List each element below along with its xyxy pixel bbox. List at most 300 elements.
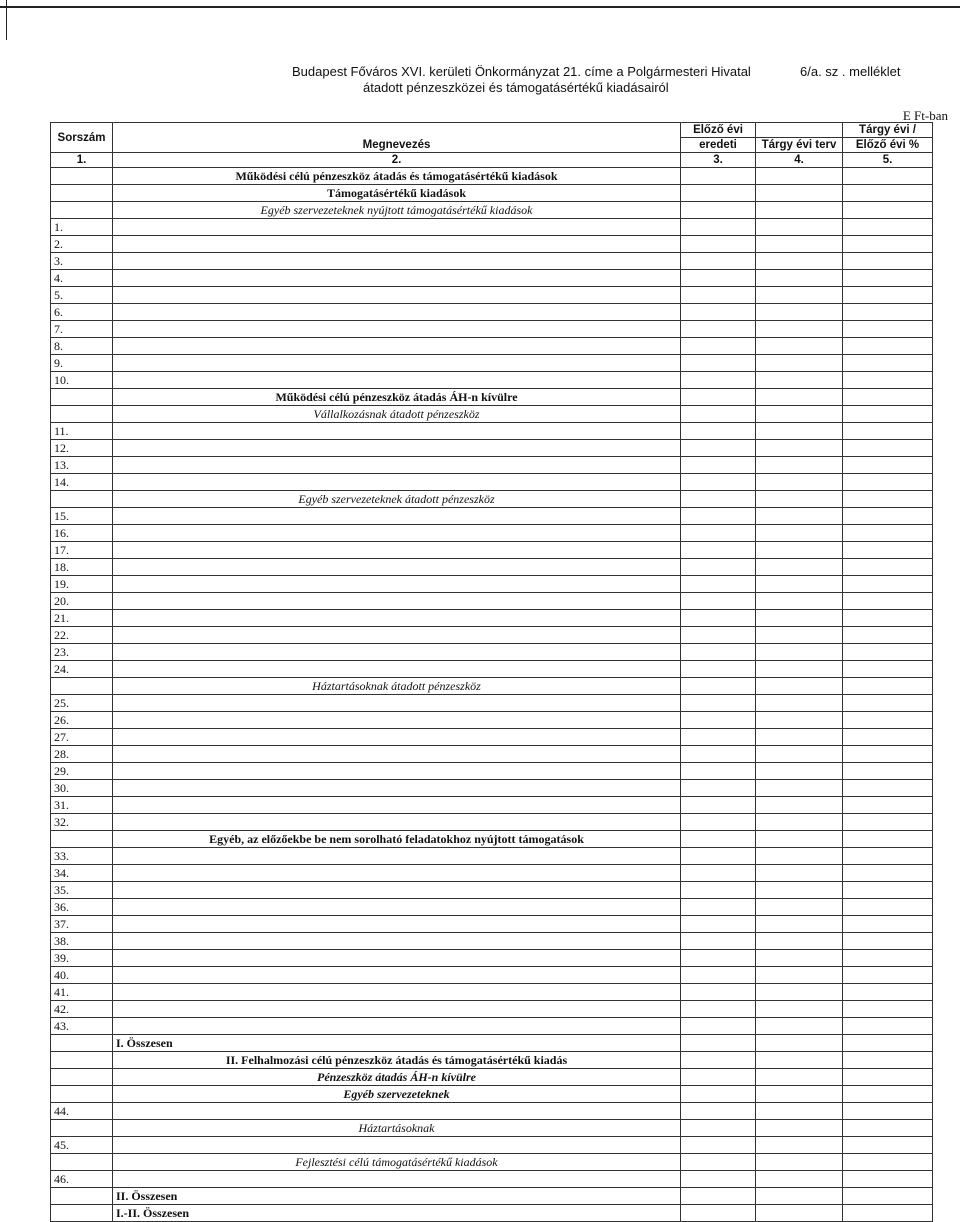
row-name xyxy=(113,440,681,457)
value-percent xyxy=(843,474,933,491)
value-percent xyxy=(843,1137,933,1154)
value-plan xyxy=(756,1035,843,1052)
table-row xyxy=(51,423,933,440)
row-number: 43. xyxy=(51,1018,113,1035)
row-number-empty xyxy=(51,1120,113,1137)
value-plan xyxy=(756,508,843,525)
row-number: 3. xyxy=(51,253,113,270)
row-name xyxy=(113,712,681,729)
row-name xyxy=(113,797,681,814)
table-row xyxy=(51,1018,933,1035)
value-plan xyxy=(756,797,843,814)
value-plan xyxy=(756,423,843,440)
value-plan xyxy=(756,899,843,916)
table-row xyxy=(51,695,933,712)
value-prev-year xyxy=(681,797,756,814)
section-row xyxy=(51,1188,933,1205)
row-name xyxy=(113,746,681,763)
table-row xyxy=(51,967,933,984)
row-number: 5. xyxy=(51,287,113,304)
value-prev-year xyxy=(681,168,756,185)
section-row xyxy=(51,389,933,406)
value-percent xyxy=(843,1018,933,1035)
value-prev-year xyxy=(681,219,756,236)
row-number-empty xyxy=(51,831,113,848)
value-percent xyxy=(843,1035,933,1052)
value-plan xyxy=(756,661,843,678)
section-row xyxy=(51,1086,933,1103)
value-prev-year xyxy=(681,355,756,372)
value-percent xyxy=(843,933,933,950)
value-plan xyxy=(756,678,843,695)
document-title-line2: átadott pénzeszközei és támogatásértékű kiadásairól xyxy=(363,80,669,95)
value-plan xyxy=(756,253,843,270)
value-prev-year xyxy=(681,746,756,763)
value-prev-year xyxy=(681,899,756,916)
row-number: 18. xyxy=(51,559,113,576)
row-name xyxy=(113,508,681,525)
table-row xyxy=(51,1001,933,1018)
value-prev-year xyxy=(681,1205,756,1222)
value-percent xyxy=(843,882,933,899)
value-prev-year xyxy=(681,678,756,695)
value-prev-year xyxy=(681,185,756,202)
row-number: 16. xyxy=(51,525,113,542)
table-row xyxy=(51,1171,933,1188)
value-plan xyxy=(756,1086,843,1103)
value-prev-year xyxy=(681,457,756,474)
annex-number: 6/a. sz . melléklet xyxy=(800,64,901,79)
value-plan xyxy=(756,950,843,967)
value-plan xyxy=(756,440,843,457)
row-number-empty xyxy=(51,168,113,185)
value-prev-year xyxy=(681,644,756,661)
row-number: 2. xyxy=(51,236,113,253)
row-name xyxy=(113,219,681,236)
value-percent xyxy=(843,814,933,831)
table-row xyxy=(51,593,933,610)
row-name xyxy=(113,967,681,984)
col-number-4: 4. xyxy=(756,153,843,168)
section-row xyxy=(51,168,933,185)
value-percent xyxy=(843,899,933,916)
value-plan xyxy=(756,746,843,763)
value-percent xyxy=(843,1052,933,1069)
row-number-empty xyxy=(51,406,113,423)
row-number-empty xyxy=(51,202,113,219)
row-number: 9. xyxy=(51,355,113,372)
value-prev-year xyxy=(681,270,756,287)
row-name xyxy=(113,236,681,253)
row-name xyxy=(113,1001,681,1018)
row-number: 42. xyxy=(51,1001,113,1018)
row-name xyxy=(113,253,681,270)
value-plan xyxy=(756,576,843,593)
row-number: 32. xyxy=(51,814,113,831)
value-prev-year xyxy=(681,1154,756,1171)
value-plan xyxy=(756,882,843,899)
table-row xyxy=(51,610,933,627)
value-prev-year xyxy=(681,389,756,406)
row-name xyxy=(113,814,681,831)
section-heading: Pénzeszköz átadás ÁH-n kívülre xyxy=(113,1069,681,1086)
value-plan xyxy=(756,610,843,627)
value-prev-year xyxy=(681,1001,756,1018)
value-prev-year xyxy=(681,1069,756,1086)
value-percent xyxy=(843,338,933,355)
value-prev-year xyxy=(681,882,756,899)
row-number-empty xyxy=(51,1052,113,1069)
row-number: 40. xyxy=(51,967,113,984)
row-name xyxy=(113,1171,681,1188)
value-percent xyxy=(843,1188,933,1205)
value-percent xyxy=(843,253,933,270)
value-percent xyxy=(843,423,933,440)
section-row xyxy=(51,1154,933,1171)
value-percent xyxy=(843,457,933,474)
value-prev-year xyxy=(681,576,756,593)
section-row xyxy=(51,1205,933,1222)
section-heading: Egyéb szervezeteknek átadott pénzeszköz xyxy=(113,491,681,508)
value-percent xyxy=(843,440,933,457)
value-plan xyxy=(756,270,843,287)
value-plan xyxy=(756,763,843,780)
value-prev-year xyxy=(681,1171,756,1188)
value-percent xyxy=(843,661,933,678)
row-name xyxy=(113,1137,681,1154)
table-row xyxy=(51,355,933,372)
value-plan xyxy=(756,1205,843,1222)
table-row xyxy=(51,899,933,916)
row-number-empty xyxy=(51,1069,113,1086)
value-prev-year xyxy=(681,236,756,253)
col-number-2: 2. xyxy=(113,153,681,168)
section-heading: Működési célú pénzeszköz átadás és támogatásértékű kiadások xyxy=(113,168,681,185)
value-percent xyxy=(843,916,933,933)
value-plan xyxy=(756,1137,843,1154)
value-percent xyxy=(843,525,933,542)
row-number: 6. xyxy=(51,304,113,321)
value-prev-year xyxy=(681,610,756,627)
value-percent xyxy=(843,780,933,797)
value-prev-year xyxy=(681,440,756,457)
value-prev-year xyxy=(681,593,756,610)
row-name xyxy=(113,457,681,474)
value-prev-year xyxy=(681,1103,756,1120)
document-title-line1: Budapest Főváros XVI. kerületi Önkormányzat 21. címe a Polgármesteri Hivatal xyxy=(292,64,751,79)
col-header-targy-empty xyxy=(756,123,843,138)
row-number: 12. xyxy=(51,440,113,457)
value-plan xyxy=(756,593,843,610)
section-heading: Egyéb szervezeteknek nyújtott támogatásértékű kiadások xyxy=(113,202,681,219)
value-plan xyxy=(756,865,843,882)
row-name xyxy=(113,950,681,967)
value-plan xyxy=(756,1069,843,1086)
section-row xyxy=(51,678,933,695)
value-percent xyxy=(843,1154,933,1171)
row-number: 13. xyxy=(51,457,113,474)
value-plan xyxy=(756,1171,843,1188)
row-name xyxy=(113,1103,681,1120)
table-row xyxy=(51,440,933,457)
section-row xyxy=(51,185,933,202)
top-rule xyxy=(0,6,960,8)
value-percent xyxy=(843,287,933,304)
row-number: 17. xyxy=(51,542,113,559)
value-percent xyxy=(843,695,933,712)
value-prev-year xyxy=(681,321,756,338)
value-plan xyxy=(756,916,843,933)
row-number-empty xyxy=(51,389,113,406)
row-name xyxy=(113,780,681,797)
table-row xyxy=(51,508,933,525)
row-number-empty xyxy=(51,185,113,202)
value-prev-year xyxy=(681,1086,756,1103)
table-row xyxy=(51,457,933,474)
table-row xyxy=(51,525,933,542)
table-row xyxy=(51,304,933,321)
table-row xyxy=(51,576,933,593)
row-name xyxy=(113,848,681,865)
row-number: 35. xyxy=(51,882,113,899)
section-heading: Háztartásoknak xyxy=(113,1120,681,1137)
table-row xyxy=(51,542,933,559)
row-name xyxy=(113,525,681,542)
row-number-empty xyxy=(51,1188,113,1205)
value-prev-year xyxy=(681,338,756,355)
row-name xyxy=(113,695,681,712)
row-number: 19. xyxy=(51,576,113,593)
row-number: 27. xyxy=(51,729,113,746)
row-number: 25. xyxy=(51,695,113,712)
row-name xyxy=(113,474,681,491)
col-header-targy-terv: Tárgy évi terv xyxy=(756,138,843,153)
value-prev-year xyxy=(681,1052,756,1069)
section-heading: Működési célú pénzeszköz átadás ÁH-n kívülre xyxy=(113,389,681,406)
value-plan xyxy=(756,627,843,644)
value-plan xyxy=(756,644,843,661)
row-name xyxy=(113,644,681,661)
value-plan xyxy=(756,1188,843,1205)
value-prev-year xyxy=(681,967,756,984)
row-number: 29. xyxy=(51,763,113,780)
value-plan xyxy=(756,542,843,559)
value-percent xyxy=(843,984,933,1001)
row-name xyxy=(113,899,681,916)
row-name xyxy=(113,729,681,746)
value-percent xyxy=(843,967,933,984)
value-plan xyxy=(756,1052,843,1069)
total-label: I. Összesen xyxy=(113,1035,681,1052)
value-percent xyxy=(843,865,933,882)
section-row xyxy=(51,1069,933,1086)
table-row xyxy=(51,933,933,950)
value-plan xyxy=(756,695,843,712)
table-row xyxy=(51,848,933,865)
row-number: 4. xyxy=(51,270,113,287)
value-prev-year xyxy=(681,814,756,831)
left-margin-mark xyxy=(6,0,7,40)
table-row xyxy=(51,780,933,797)
section-heading: Támogatásértékű kiadások xyxy=(113,185,681,202)
value-plan xyxy=(756,1154,843,1171)
table-row xyxy=(51,797,933,814)
row-number: 26. xyxy=(51,712,113,729)
value-percent xyxy=(843,678,933,695)
value-percent xyxy=(843,372,933,389)
value-percent xyxy=(843,593,933,610)
table-row xyxy=(51,644,933,661)
value-plan xyxy=(756,304,843,321)
currency-unit: E Ft-ban xyxy=(902,108,948,123)
table-row xyxy=(51,627,933,644)
row-number: 33. xyxy=(51,848,113,865)
value-prev-year xyxy=(681,474,756,491)
row-number: 45. xyxy=(51,1137,113,1154)
table-row xyxy=(51,236,933,253)
section-heading: II. Felhalmozási célú pénzeszköz átadás és támogatásértékű kiadás xyxy=(113,1052,681,1069)
value-prev-year xyxy=(681,1137,756,1154)
value-plan xyxy=(756,780,843,797)
table-row xyxy=(51,746,933,763)
value-plan xyxy=(756,321,843,338)
row-number: 10. xyxy=(51,372,113,389)
section-row xyxy=(51,1120,933,1137)
table-row xyxy=(51,814,933,831)
row-name xyxy=(113,576,681,593)
value-prev-year xyxy=(681,984,756,1001)
row-name xyxy=(113,933,681,950)
total-label: II. Összesen xyxy=(113,1188,681,1205)
row-number: 8. xyxy=(51,338,113,355)
value-percent xyxy=(843,576,933,593)
value-plan xyxy=(756,406,843,423)
section-heading: Háztartásoknak átadott pénzeszköz xyxy=(113,678,681,695)
row-number: 11. xyxy=(51,423,113,440)
value-percent xyxy=(843,1069,933,1086)
value-plan xyxy=(756,1103,843,1120)
value-percent xyxy=(843,950,933,967)
value-percent xyxy=(843,797,933,814)
value-prev-year xyxy=(681,491,756,508)
value-percent xyxy=(843,712,933,729)
value-percent xyxy=(843,1103,933,1120)
row-name xyxy=(113,559,681,576)
value-prev-year xyxy=(681,406,756,423)
row-number: 21. xyxy=(51,610,113,627)
section-row xyxy=(51,1035,933,1052)
value-percent xyxy=(843,491,933,508)
value-prev-year xyxy=(681,423,756,440)
value-percent xyxy=(843,219,933,236)
col-header-elozo-line2: eredeti xyxy=(681,138,756,153)
row-name xyxy=(113,304,681,321)
row-number-empty xyxy=(51,678,113,695)
row-number: 20. xyxy=(51,593,113,610)
table-row xyxy=(51,729,933,746)
col-header-elozo-line1: Előző évi xyxy=(681,123,756,138)
table-row xyxy=(51,219,933,236)
value-percent xyxy=(843,321,933,338)
value-prev-year xyxy=(681,1120,756,1137)
row-name xyxy=(113,270,681,287)
row-number: 28. xyxy=(51,746,113,763)
value-prev-year xyxy=(681,542,756,559)
value-plan xyxy=(756,712,843,729)
row-name xyxy=(113,763,681,780)
value-prev-year xyxy=(681,712,756,729)
value-prev-year xyxy=(681,831,756,848)
value-prev-year xyxy=(681,729,756,746)
table-row xyxy=(51,916,933,933)
col-number-1: 1. xyxy=(51,153,113,168)
section-heading: Fejlesztési célú támogatásértékű kiadások xyxy=(113,1154,681,1171)
row-name xyxy=(113,423,681,440)
value-plan xyxy=(756,236,843,253)
table-row xyxy=(51,712,933,729)
section-row xyxy=(51,831,933,848)
value-prev-year xyxy=(681,1018,756,1035)
row-name xyxy=(113,610,681,627)
value-plan xyxy=(756,831,843,848)
value-prev-year xyxy=(681,865,756,882)
value-percent xyxy=(843,1086,933,1103)
row-number: 31. xyxy=(51,797,113,814)
value-percent xyxy=(843,1171,933,1188)
col-header-megnevezes: Megnevezés xyxy=(113,123,681,153)
table-row xyxy=(51,287,933,304)
table-row xyxy=(51,321,933,338)
row-number: 30. xyxy=(51,780,113,797)
value-percent xyxy=(843,1001,933,1018)
table-row xyxy=(51,763,933,780)
value-plan xyxy=(756,168,843,185)
row-name xyxy=(113,882,681,899)
value-prev-year xyxy=(681,780,756,797)
table-row xyxy=(51,661,933,678)
value-percent xyxy=(843,542,933,559)
value-plan xyxy=(756,355,843,372)
value-plan xyxy=(756,185,843,202)
col-header-pct-line2: Előző évi % xyxy=(843,138,933,153)
row-name xyxy=(113,372,681,389)
table-row xyxy=(51,253,933,270)
value-percent xyxy=(843,1120,933,1137)
value-plan xyxy=(756,202,843,219)
value-plan xyxy=(756,1001,843,1018)
row-number: 24. xyxy=(51,661,113,678)
value-plan xyxy=(756,491,843,508)
row-number-empty xyxy=(51,1035,113,1052)
col-number-5: 5. xyxy=(843,153,933,168)
value-percent xyxy=(843,304,933,321)
row-name xyxy=(113,287,681,304)
value-plan xyxy=(756,814,843,831)
section-heading: Egyéb szervezeteknek xyxy=(113,1086,681,1103)
value-plan xyxy=(756,372,843,389)
value-prev-year xyxy=(681,950,756,967)
value-prev-year xyxy=(681,304,756,321)
value-plan xyxy=(756,525,843,542)
row-number: 15. xyxy=(51,508,113,525)
row-number-empty xyxy=(51,1086,113,1103)
value-plan xyxy=(756,933,843,950)
value-prev-year xyxy=(681,661,756,678)
data-table xyxy=(50,122,933,1222)
value-prev-year xyxy=(681,253,756,270)
value-prev-year xyxy=(681,287,756,304)
value-plan xyxy=(756,457,843,474)
